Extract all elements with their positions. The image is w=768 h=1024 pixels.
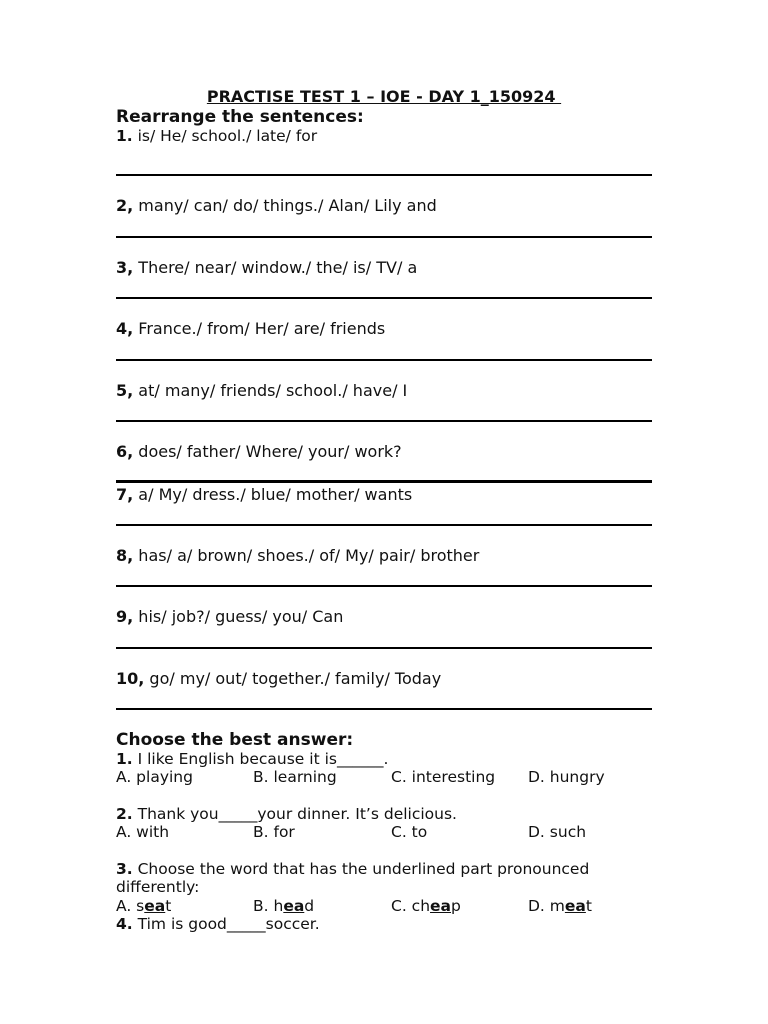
item-text: does/ father/ Where/ your/ work? [133,442,402,461]
underlined-part: ea [430,897,452,915]
item-number: 8, [116,546,134,565]
item-number: 2, [116,196,134,215]
item-text: a/ My/ dress./ blue/ mother/ wants [133,485,413,504]
question-body: I like English because it is______. [132,750,389,768]
options-row [116,897,656,915]
answer-line [116,359,652,361]
option-c: C. cheap [391,897,461,915]
answer-line [116,585,652,587]
rearrange-item [116,319,385,338]
answer-line [116,708,652,710]
answer-line [116,174,652,176]
item-number: 1. [116,127,133,145]
answer-line [116,297,652,299]
underlined-part: ea [564,897,586,915]
answer-line [116,236,652,238]
option-b: B. head [253,897,315,915]
item-number: 4, [116,319,134,338]
item-number: 10, [116,669,145,688]
item-number: 7, [116,485,134,504]
rearrange-item [116,607,343,626]
item-text: at/ many/ friends/ school./ have/ I [133,381,408,400]
item-text: is/ He/ school./ late/ for [132,127,318,145]
item-number: 3, [116,258,134,277]
option-a: A. seat [116,897,172,915]
options-row [116,823,656,841]
question-text [116,860,656,896]
option-b: B. learning [253,768,337,786]
underlined-part: ea [144,897,166,915]
question-number: 4. [116,915,133,933]
item-number: 9, [116,607,134,626]
question-number: 1. [116,750,133,768]
item-text: has/ a/ brown/ shoes./ of/ My/ pair/ brother [133,546,480,565]
item-text: his/ job?/ guess/ you/ Can [133,607,344,626]
rearrange-item [116,381,407,400]
options-row [116,768,656,786]
question-number: 2. [116,805,133,823]
section-heading-choose: Choose the best answer: [116,730,354,750]
answer-line [116,524,652,526]
question-number: 3. [116,860,133,878]
rearrange-item [116,196,437,215]
option-c: C. interesting [391,768,496,786]
option-d: D. such [528,823,587,841]
rearrange-item [116,669,441,688]
rearrange-item [116,546,479,565]
option-b: B. for [253,823,295,841]
item-text: many/ can/ do/ things./ Alan/ Lily and [133,196,437,215]
answer-line [116,647,652,649]
item-text: France./ from/ Her/ are/ friends [133,319,386,338]
option-a: A. playing [116,768,193,786]
item-number: 6, [116,442,134,461]
option-d: D. meat [528,897,592,915]
section-heading-rearrange: Rearrange the sentences: [116,107,364,127]
underlined-part: ea [283,897,305,915]
answer-line [116,480,652,483]
option-c: C. to [391,823,428,841]
question-text [116,750,656,768]
question-body: Choose the word that has the underlined part pronounced differently: [116,860,590,896]
question-body: Tim is good_____soccer. [132,915,320,933]
page-title: PRACTISE TEST 1 – IOE - DAY 1_150924 [206,87,562,106]
rearrange-item [116,258,417,277]
rearrange-item [116,127,317,145]
item-text: There/ near/ window./ the/ is/ TV/ a [133,258,418,277]
question-body: Thank you_____your dinner. It’s delicious. [132,805,457,823]
option-a: A. with [116,823,170,841]
item-text: go/ my/ out/ together./ family/ Today [144,669,442,688]
option-d: D. hungry [528,768,605,786]
question-text [116,805,656,823]
item-number: 5, [116,381,134,400]
answer-line [116,420,652,422]
rearrange-item [116,485,412,504]
question-text [116,915,656,933]
rearrange-item [116,442,402,461]
